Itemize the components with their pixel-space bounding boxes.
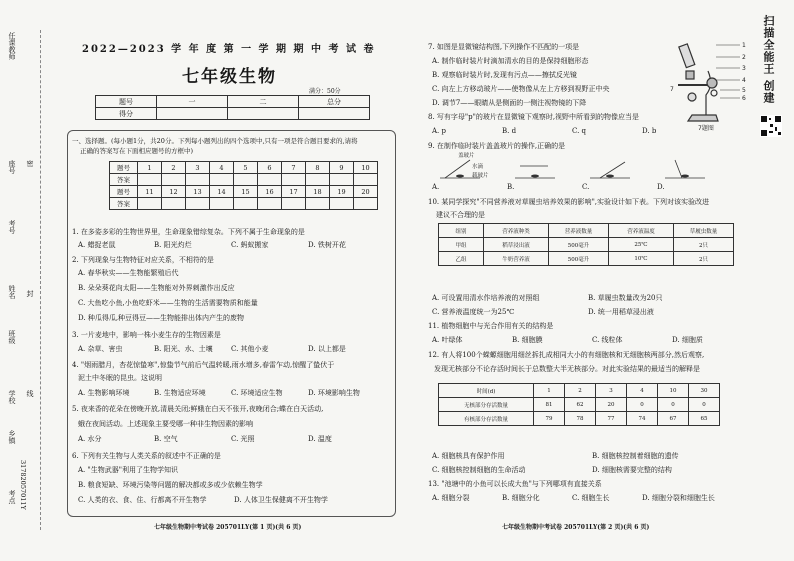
q12-option-a[interactable]: A. 细胞核具有保护作用 xyxy=(432,452,505,460)
table-cell: 时间(d) xyxy=(439,384,534,398)
question-4: 4. "烟雨腊月，杏花惊蛰寒",惊蛰节气前后气温转暖,雨水增多,春雷乍动,惊醒了蛰伏于 xyxy=(72,361,335,369)
score-input[interactable] xyxy=(299,108,370,120)
score-table xyxy=(95,95,370,120)
score-cell: 题号 xyxy=(96,96,157,108)
table-cell: 0 xyxy=(627,398,658,412)
q9-option-d[interactable]: D. xyxy=(657,183,665,191)
q2-option-d[interactable]: D. 种瓜得瓜,种豆得豆——生物能排出体内产生的废物 xyxy=(78,314,245,322)
answer-cell: 7 xyxy=(282,162,306,174)
seal-xian: 线 xyxy=(26,390,34,397)
q8-option-c[interactable]: C. q xyxy=(572,127,587,135)
q1-option-a[interactable]: A. 蜡捉老鼠 xyxy=(78,241,116,249)
answer-cell: 10 xyxy=(354,162,378,174)
answer-cell: 12 xyxy=(162,186,186,198)
q7-option-d[interactable]: D. 调节7——眼睛从是侧面的一侧注视物镜的下降 xyxy=(432,99,587,107)
q13-option-b[interactable]: B. 细胞分化 xyxy=(502,494,540,502)
q10-option-b[interactable]: B. 草履虫数量改为20只 xyxy=(588,294,663,302)
table-cell: 10 xyxy=(658,384,689,398)
question-12-cont: 发现无核部分不论存活时间长于总数整大半无核部分。对此实验结果的最适当的解释是 xyxy=(434,365,700,373)
answer-input[interactable] xyxy=(162,198,186,210)
seat-label: 座号 xyxy=(8,160,16,174)
q9-option-b[interactable]: B. xyxy=(507,183,515,191)
answer-input[interactable] xyxy=(282,198,306,210)
page-one-footer: 七年级生物期中考试卷 205701LY(第 1 页)(共 6 页) xyxy=(154,524,302,531)
answer-input[interactable] xyxy=(234,198,258,210)
binding-margin xyxy=(0,0,60,561)
seal-mi: 密 xyxy=(26,160,34,167)
q4-option-d[interactable]: D. 环境影响生物 xyxy=(308,389,360,397)
answer-input[interactable] xyxy=(282,174,306,186)
q9-label-cover: 盖玻片 xyxy=(458,153,475,159)
q5-option-a[interactable]: A. 水分 xyxy=(78,435,102,443)
table-cell: 74 xyxy=(627,412,658,426)
q1-option-c[interactable]: C. 蚂蚁搬家 xyxy=(231,241,269,249)
table-cell: 500毫升 xyxy=(549,252,609,266)
answer-cell: 15 xyxy=(234,186,258,198)
qr-code-icon xyxy=(760,115,782,137)
table-cell: 2只 xyxy=(674,252,734,266)
answer-cell: 2 xyxy=(162,162,186,174)
table-cell: 甲组 xyxy=(439,238,484,252)
table-cell: 1 xyxy=(534,384,565,398)
q13-option-c[interactable]: C. 细胞生长 xyxy=(572,494,610,502)
q12-option-c[interactable]: C. 细胞核控制细胞的生命活动 xyxy=(432,466,526,474)
table-cell: 500毫升 xyxy=(549,238,609,252)
score-cell: 总分 xyxy=(299,96,370,108)
q9-option-a[interactable]: A. xyxy=(432,183,440,191)
question-3: 3. 一片麦地中，影响一株小麦生存的生物因素是 xyxy=(72,331,221,339)
scanner-watermark: 扫描全能王 创建 xyxy=(762,15,775,104)
q4-option-a[interactable]: A. 生物影响环境 xyxy=(78,389,130,397)
answer-input[interactable] xyxy=(186,174,210,186)
table-cell: 草履虫数量 xyxy=(674,224,734,238)
table-cell: 组别 xyxy=(439,224,484,238)
q12-option-b[interactable]: B. 细胞核控制着细胞的遗传 xyxy=(592,452,679,460)
question-7: 7. 如图是显微镜结构图,下列操作不匹配的一项是 xyxy=(428,43,580,51)
table-cell: 81 xyxy=(534,398,565,412)
answer-input[interactable] xyxy=(138,174,162,186)
table-cell: 2只 xyxy=(674,238,734,252)
answer-cell: 8 xyxy=(306,162,330,174)
table-cell: 有核部分存活数量 xyxy=(439,412,534,426)
q7-option-b[interactable]: B. 观察临时装片时,发现有污点——擦拭反光镜 xyxy=(432,71,577,79)
q1-option-b[interactable]: B. 阳光灼烂 xyxy=(154,241,192,249)
question-12: 12. 有人将100个蝾螈细胞用细丝拆扎成相同大小的有细胞核和无细胞核两部分,然后观察, xyxy=(428,351,705,359)
section-one-note: 正确的答案写在下面相应题号的方框中) xyxy=(80,147,194,155)
table-cell: 4 xyxy=(627,384,658,398)
answer-input[interactable] xyxy=(186,198,210,210)
q1-option-d[interactable]: D. 铁树开花 xyxy=(308,241,346,249)
micro-label: 1 xyxy=(742,42,746,49)
q10-option-a[interactable]: A. 可设置用清水作培养液的对照组 xyxy=(432,294,540,302)
q7-option-c[interactable]: C. 向左上方移动玻片——使物像从左上方移到视野正中央 xyxy=(432,85,610,93)
table-cell: 稻草浸出液 xyxy=(484,238,549,252)
q11-option-d[interactable]: D. 细胞质 xyxy=(672,336,703,344)
table-10 xyxy=(438,223,734,266)
table-cell: 20 xyxy=(596,398,627,412)
table-cell: 30 xyxy=(689,384,720,398)
q8-option-a[interactable]: A. p xyxy=(432,127,446,135)
micro-fig-caption: 7题图 xyxy=(698,125,714,131)
score-input[interactable] xyxy=(157,108,228,120)
q3-option-a[interactable]: A. 杂草、害虫 xyxy=(78,345,123,353)
q5-option-d[interactable]: D. 温度 xyxy=(308,435,332,443)
q8-option-d[interactable]: D. b xyxy=(642,127,657,135)
answer-cell: 19 xyxy=(330,186,354,198)
answer-input[interactable] xyxy=(354,174,378,186)
q3-option-d[interactable]: D. 以上都是 xyxy=(308,345,346,353)
kaodian-label: 考点 xyxy=(8,490,16,504)
answer-input[interactable] xyxy=(330,174,354,186)
q11-option-a[interactable]: A. 叶绿体 xyxy=(432,336,463,344)
table-cell: 0 xyxy=(689,398,720,412)
barcode-text: 31782057011Y xyxy=(19,460,27,510)
microscope-figure xyxy=(668,35,750,131)
answer-input[interactable] xyxy=(234,174,258,186)
question-5: 5. 夜来香的花朵在傍晚开放,清晨关闭;鲜蛾在白天不张开,夜晚闭合;蝶在白天活动, xyxy=(72,405,324,413)
q6-option-d[interactable]: D. 人体卫生保健离不开生物学 xyxy=(234,496,328,504)
exam-title: 七年级生物 xyxy=(182,67,277,87)
table-cell: 3 xyxy=(596,384,627,398)
question-13: 13. "池塘中的小鱼可以长成大鱼"与下列哪项有直接关系 xyxy=(428,480,602,488)
answer-cell: 1 xyxy=(138,162,162,174)
answer-cell: 9 xyxy=(330,162,354,174)
table-cell: 营养液种类 xyxy=(484,224,549,238)
question-1: 1. 在多姿多彩的生物世界里，生命现象错综复杂。下列不属于生命现象的是 xyxy=(72,228,305,236)
page-one xyxy=(64,0,395,561)
answer-input[interactable] xyxy=(138,198,162,210)
answer-cell: 题号 xyxy=(110,186,138,198)
q2-option-c[interactable]: C. 大鱼吃小鱼,小鱼吃虾米——生物的生活需要物质和能量 xyxy=(78,299,258,307)
q3-option-b[interactable]: B. 阳光、水、土壤 xyxy=(154,345,213,353)
score-cell: 一 xyxy=(157,96,228,108)
table-cell: 0 xyxy=(658,398,689,412)
section-one-title: 一、选择题。(每小题1分，共20分。下列每小题列出的四个选项中,只有一项是符合题目要求的,请将 xyxy=(72,137,358,145)
school-label: 学校 xyxy=(8,390,16,404)
answer-table xyxy=(109,161,378,210)
answer-cell: 20 xyxy=(354,186,378,198)
q6-option-c[interactable]: C. 人类的衣、食、住、行都离不开生物学 xyxy=(78,496,207,504)
table-cell: 79 xyxy=(534,412,565,426)
answer-cell: 14 xyxy=(210,186,234,198)
micro-label: 4 xyxy=(742,77,746,84)
answer-cell: 16 xyxy=(258,186,282,198)
q2-option-a[interactable]: A. 春华秋实——生物能繁殖后代 xyxy=(78,269,179,277)
answer-input[interactable] xyxy=(258,174,282,186)
answer-cell: 18 xyxy=(306,186,330,198)
question-9: 9. 在制作临时装片盖盖玻片的操作,正确的是 xyxy=(428,142,566,150)
answer-cell: 题号 xyxy=(110,162,138,174)
exam-no-label: 考号 xyxy=(8,220,16,234)
q13-option-d[interactable]: D. 细胞分裂和细胞生长 xyxy=(642,494,715,502)
score-cell: 得分 xyxy=(96,108,157,120)
seal-line xyxy=(40,30,41,530)
q6-option-a[interactable]: A. "生物武器"利用了生物学知识 xyxy=(78,466,178,474)
q4-option-b[interactable]: B. 生物适应环境 xyxy=(154,389,206,397)
micro-label: 5 xyxy=(742,87,746,94)
q11-option-c[interactable]: C. 线粒体 xyxy=(592,336,623,344)
q8-option-b[interactable]: B. d xyxy=(502,127,517,135)
q12-option-d[interactable]: D. 细胞核需要完整的结构 xyxy=(592,466,672,474)
q4-option-c[interactable]: C. 环境适应生物 xyxy=(231,389,283,397)
q10-option-c[interactable]: C. 营养液温度统一为25℃ xyxy=(432,308,515,316)
answer-input[interactable] xyxy=(210,198,234,210)
q10-option-d[interactable]: D. 统一用稻草浸出液 xyxy=(588,308,654,316)
answer-input[interactable] xyxy=(354,198,378,210)
answer-cell: 17 xyxy=(282,186,306,198)
answer-input[interactable] xyxy=(258,198,282,210)
q9-label-water: 水滴 xyxy=(472,164,484,170)
answer-input[interactable] xyxy=(306,198,330,210)
micro-label: 3 xyxy=(742,65,746,72)
answer-cell: 5 xyxy=(234,162,258,174)
answer-cell: 13 xyxy=(186,186,210,198)
table-cell: 营养液数量 xyxy=(549,224,609,238)
answer-input[interactable] xyxy=(330,198,354,210)
class-label: 班级 xyxy=(8,330,16,344)
question-2: 2. 下列现象与生物特征对应关系，不相符的是 xyxy=(72,256,214,264)
q7-option-a[interactable]: A. 制作临时装片时滴加清水的目的是保持细胞形态 xyxy=(432,57,589,65)
name-label: 姓名 xyxy=(8,285,16,299)
table-cell: 77 xyxy=(596,412,627,426)
q6-option-b[interactable]: B. 粮食短缺、环境污染等问题的解决都或多或少依赖生物学 xyxy=(78,481,263,489)
q5-option-c[interactable]: C. 光照 xyxy=(231,435,255,443)
answer-cell: 4 xyxy=(210,162,234,174)
q9-label-slide: 载玻片 xyxy=(472,173,489,179)
answer-cell: 答案 xyxy=(110,198,138,210)
town-label: 乡镇 xyxy=(8,430,16,444)
table-cell: 2 xyxy=(565,384,596,398)
question-8: 8. 写有字母"p"的玻片在显微镜下观察时,视野中所看到的物像应当是 xyxy=(428,113,640,121)
table-cell: 67 xyxy=(658,412,689,426)
q3-option-c[interactable]: C. 其他小麦 xyxy=(231,345,269,353)
table-cell: 65 xyxy=(689,412,720,426)
teacher-label: 任课教师 xyxy=(8,32,16,60)
question-5-cont: 蛾在夜间活动。上述现象主要受哪一种非生物因素的影响 xyxy=(78,420,253,428)
table-cell: 25℃ xyxy=(609,238,674,252)
question-10: 10. 某同学探究"不同营养液对草履虫培养效果的影响",实验设计如下表。下列对该实验改进 xyxy=(428,198,710,206)
page-two-footer: 七年级生物期中考试卷 205701LY(第 2 页)(共 6 页) xyxy=(502,524,650,531)
score-cell: 二 xyxy=(228,96,299,108)
seal-feng: 封 xyxy=(26,290,34,297)
q2-option-b[interactable]: B. 朵朵葵花向太阳——生物能对外界刺激作出反应 xyxy=(78,284,235,292)
micro-label: 2 xyxy=(742,54,746,61)
question-6: 6. 下列有关生物与人类关系的叙述中不正确的是 xyxy=(72,452,221,460)
table-cell: 10℃ xyxy=(609,252,674,266)
table-12 xyxy=(438,383,720,426)
q9-option-c[interactable]: C. xyxy=(582,183,590,191)
q11-option-b[interactable]: B. 细胞膜 xyxy=(512,336,543,344)
table-cell: 78 xyxy=(565,412,596,426)
score-note: 满分：50分 xyxy=(309,88,341,95)
question-4-cont: 泥土中冬眠的昆虫。这说明 xyxy=(78,374,162,382)
coverslip-figures xyxy=(420,152,740,182)
micro-label: 7 xyxy=(670,86,674,93)
micro-label: 6 xyxy=(742,95,746,102)
table-cell: 乙组 xyxy=(439,252,484,266)
answer-cell: 3 xyxy=(186,162,210,174)
answer-input[interactable] xyxy=(306,174,330,186)
answer-input[interactable] xyxy=(162,174,186,186)
table-cell: 牛奶营养液 xyxy=(484,252,549,266)
table-cell: 62 xyxy=(565,398,596,412)
score-input[interactable] xyxy=(228,108,299,120)
q5-option-b[interactable]: B. 空气 xyxy=(154,435,178,443)
table-cell: 无核部分存活数量 xyxy=(439,398,534,412)
answer-cell: 6 xyxy=(258,162,282,174)
question-10-cont: 建议不合理的是 xyxy=(436,211,485,219)
answer-input[interactable] xyxy=(210,174,234,186)
table-cell: 营养液温度 xyxy=(609,224,674,238)
question-11: 11. 植物细胞中与光合作用有关的结构是 xyxy=(428,322,554,330)
answer-cell: 答案 xyxy=(110,174,138,186)
exam-header: 2022—2023 学 年 度 第 一 学 期 期 中 考 试 卷 xyxy=(82,44,376,55)
q13-option-a[interactable]: A. 细胞分裂 xyxy=(432,494,470,502)
answer-cell: 11 xyxy=(138,186,162,198)
